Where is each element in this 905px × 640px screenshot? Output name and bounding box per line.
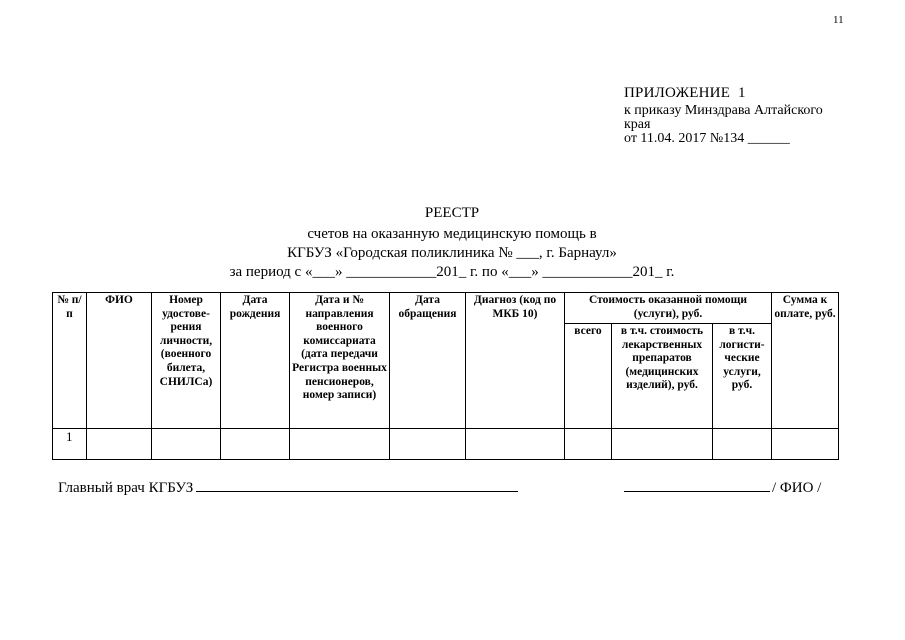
appendix-region-line: края (624, 117, 651, 132)
fio-line (624, 477, 770, 492)
heading-period-line: за период с «___» ____________201_ г. по «___» ____________201_ г. (229, 264, 675, 280)
header-commissariat: Дата и № направления военного комиссариата (дата передачи Регистра военных пенсионеров, номер записи) (290, 293, 390, 429)
cell-cost-total (565, 429, 612, 460)
cell-diagnosis (466, 429, 565, 460)
fio-label: / ФИО / (772, 480, 822, 496)
appendix-title: ПРИЛОЖЕНИЕ 1 (624, 85, 746, 101)
appendix-date-line: от 11.04. 2017 №134 ______ (624, 131, 790, 146)
registry-table (52, 292, 839, 460)
cell-fio (87, 429, 152, 460)
appendix-order-line: к приказу Минздрава Алтайского (624, 103, 823, 118)
header-id-number: Номер удостове-рения личности, (военного билета, СНИЛСа) (152, 293, 221, 429)
document-heading (150, 204, 754, 282)
table-row (53, 429, 839, 460)
cell-visit-date (390, 429, 466, 460)
header-cost-total: всего (565, 324, 612, 429)
header-cost-drugs: в т.ч. стоимость лекарственных препаратов (медицинских изделий), руб. (612, 324, 713, 429)
header-num: № п/п (53, 293, 87, 429)
signature-line (196, 477, 518, 492)
chief-doctor-signature (58, 477, 518, 497)
fio-signature (624, 477, 821, 497)
header-fio: ФИО (87, 293, 152, 429)
cell-sum-to-pay (772, 429, 839, 460)
page-number: 11 (833, 14, 844, 26)
header-cost-group: Стоимость оказанной помощи (услуги), руб. (565, 293, 772, 324)
heading-line-2: КГБУЗ «Городская поликлиника № ___, г. Барнаул» (287, 245, 617, 261)
header-visit-date: Дата обращения (390, 293, 466, 429)
cell-cost-logistics (713, 429, 772, 460)
heading-line-1: счетов на оказанную медицинскую помощь в (307, 226, 597, 242)
header-birth-date: Дата рождения (221, 293, 290, 429)
header-diagnosis: Диагноз (код по МКБ 10) (466, 293, 565, 429)
cell-cost-drugs (612, 429, 713, 460)
cell-commissariat (290, 429, 390, 460)
header-cost-logistics: в т.ч. логисти-ческие услуги, руб. (713, 324, 772, 429)
cell-num: 1 (53, 429, 87, 460)
document-title: РЕЕСТР (424, 205, 480, 221)
cell-birth-date (221, 429, 290, 460)
header-sum-to-pay: Сумма к оплате, руб. (772, 293, 839, 429)
chief-doctor-label: Главный врач КГБУЗ (58, 480, 194, 496)
cell-id-number (152, 429, 221, 460)
appendix-block (624, 86, 823, 146)
